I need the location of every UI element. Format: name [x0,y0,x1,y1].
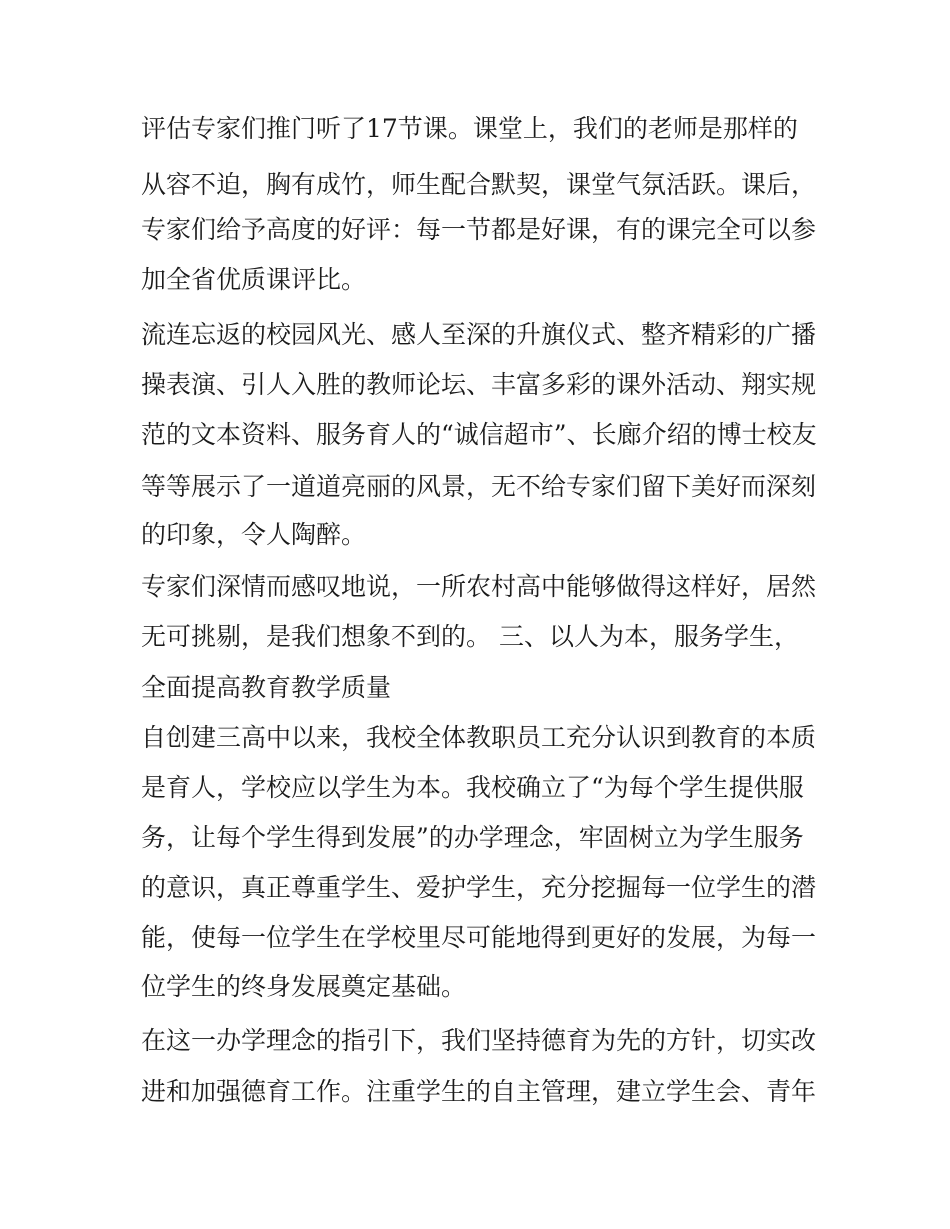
text-line: 在这一办学理念的指引下，我们坚持德育为先的方针，切实改 [141,1026,817,1055]
text-line: 评估专家们推门听了17节课。课堂上，我们的老师是那样的 [141,114,798,143]
text-line: 的意识，真正尊重学生、爱护学生，充分挖掘每一位学生的潜 [141,873,817,902]
text-line: 范的文本资料、服务育人的“诚信超市”、长廊介绍的博士校友 [141,420,817,449]
text-line: 务，让每个学生得到发展”的办学理念，牢固树立为学生服务 [141,823,804,852]
text-line: 操表演、引人入胜的教师论坛、丰富多彩的课外活动、翔实规 [141,370,817,399]
text-line: 专家们深情而感叹地说，一所农村高中能够做得这样好，居然 [141,572,817,601]
text-line: 位学生的终身发展奠定基础。 [141,972,467,1001]
text-line: 自创建三高中以来，我校全体教职员工充分认识到教育的本质 [141,723,817,752]
text-line: 加全省优质课评比。 [141,265,367,294]
text-line: 从容不迫，胸有成竹，师生配合默契，课堂气氛活跃。课后， [141,170,817,199]
text-line: 能，使每一位学生在学校里尽可能地得到更好的发展，为每一 [141,923,817,952]
text-line: 等等展示了一道道亮丽的风景，无不给专家们留下美好而深刻 [141,472,817,501]
text-line: 是育人，学校应以学生为本。我校确立了“为每个学生提供服 [141,773,804,802]
text-line: 无可挑剔，是我们想象不到的。 三、以人为本，服务学生， [141,622,799,651]
text-line: 进和加强德育工作。注重学生的自主管理，建立学生会、青年 [141,1077,817,1106]
text-line: 流连忘返的校园风光、感人至深的升旗仪式、整齐精彩的广播 [141,320,817,349]
text-line: 全面提高教育教学质量 [141,673,392,702]
text-line: 专家们给予高度的好评：每一节都是好课，有的课完全可以参 [141,215,817,244]
text-line: 的印象，令人陶醉。 [141,520,367,549]
